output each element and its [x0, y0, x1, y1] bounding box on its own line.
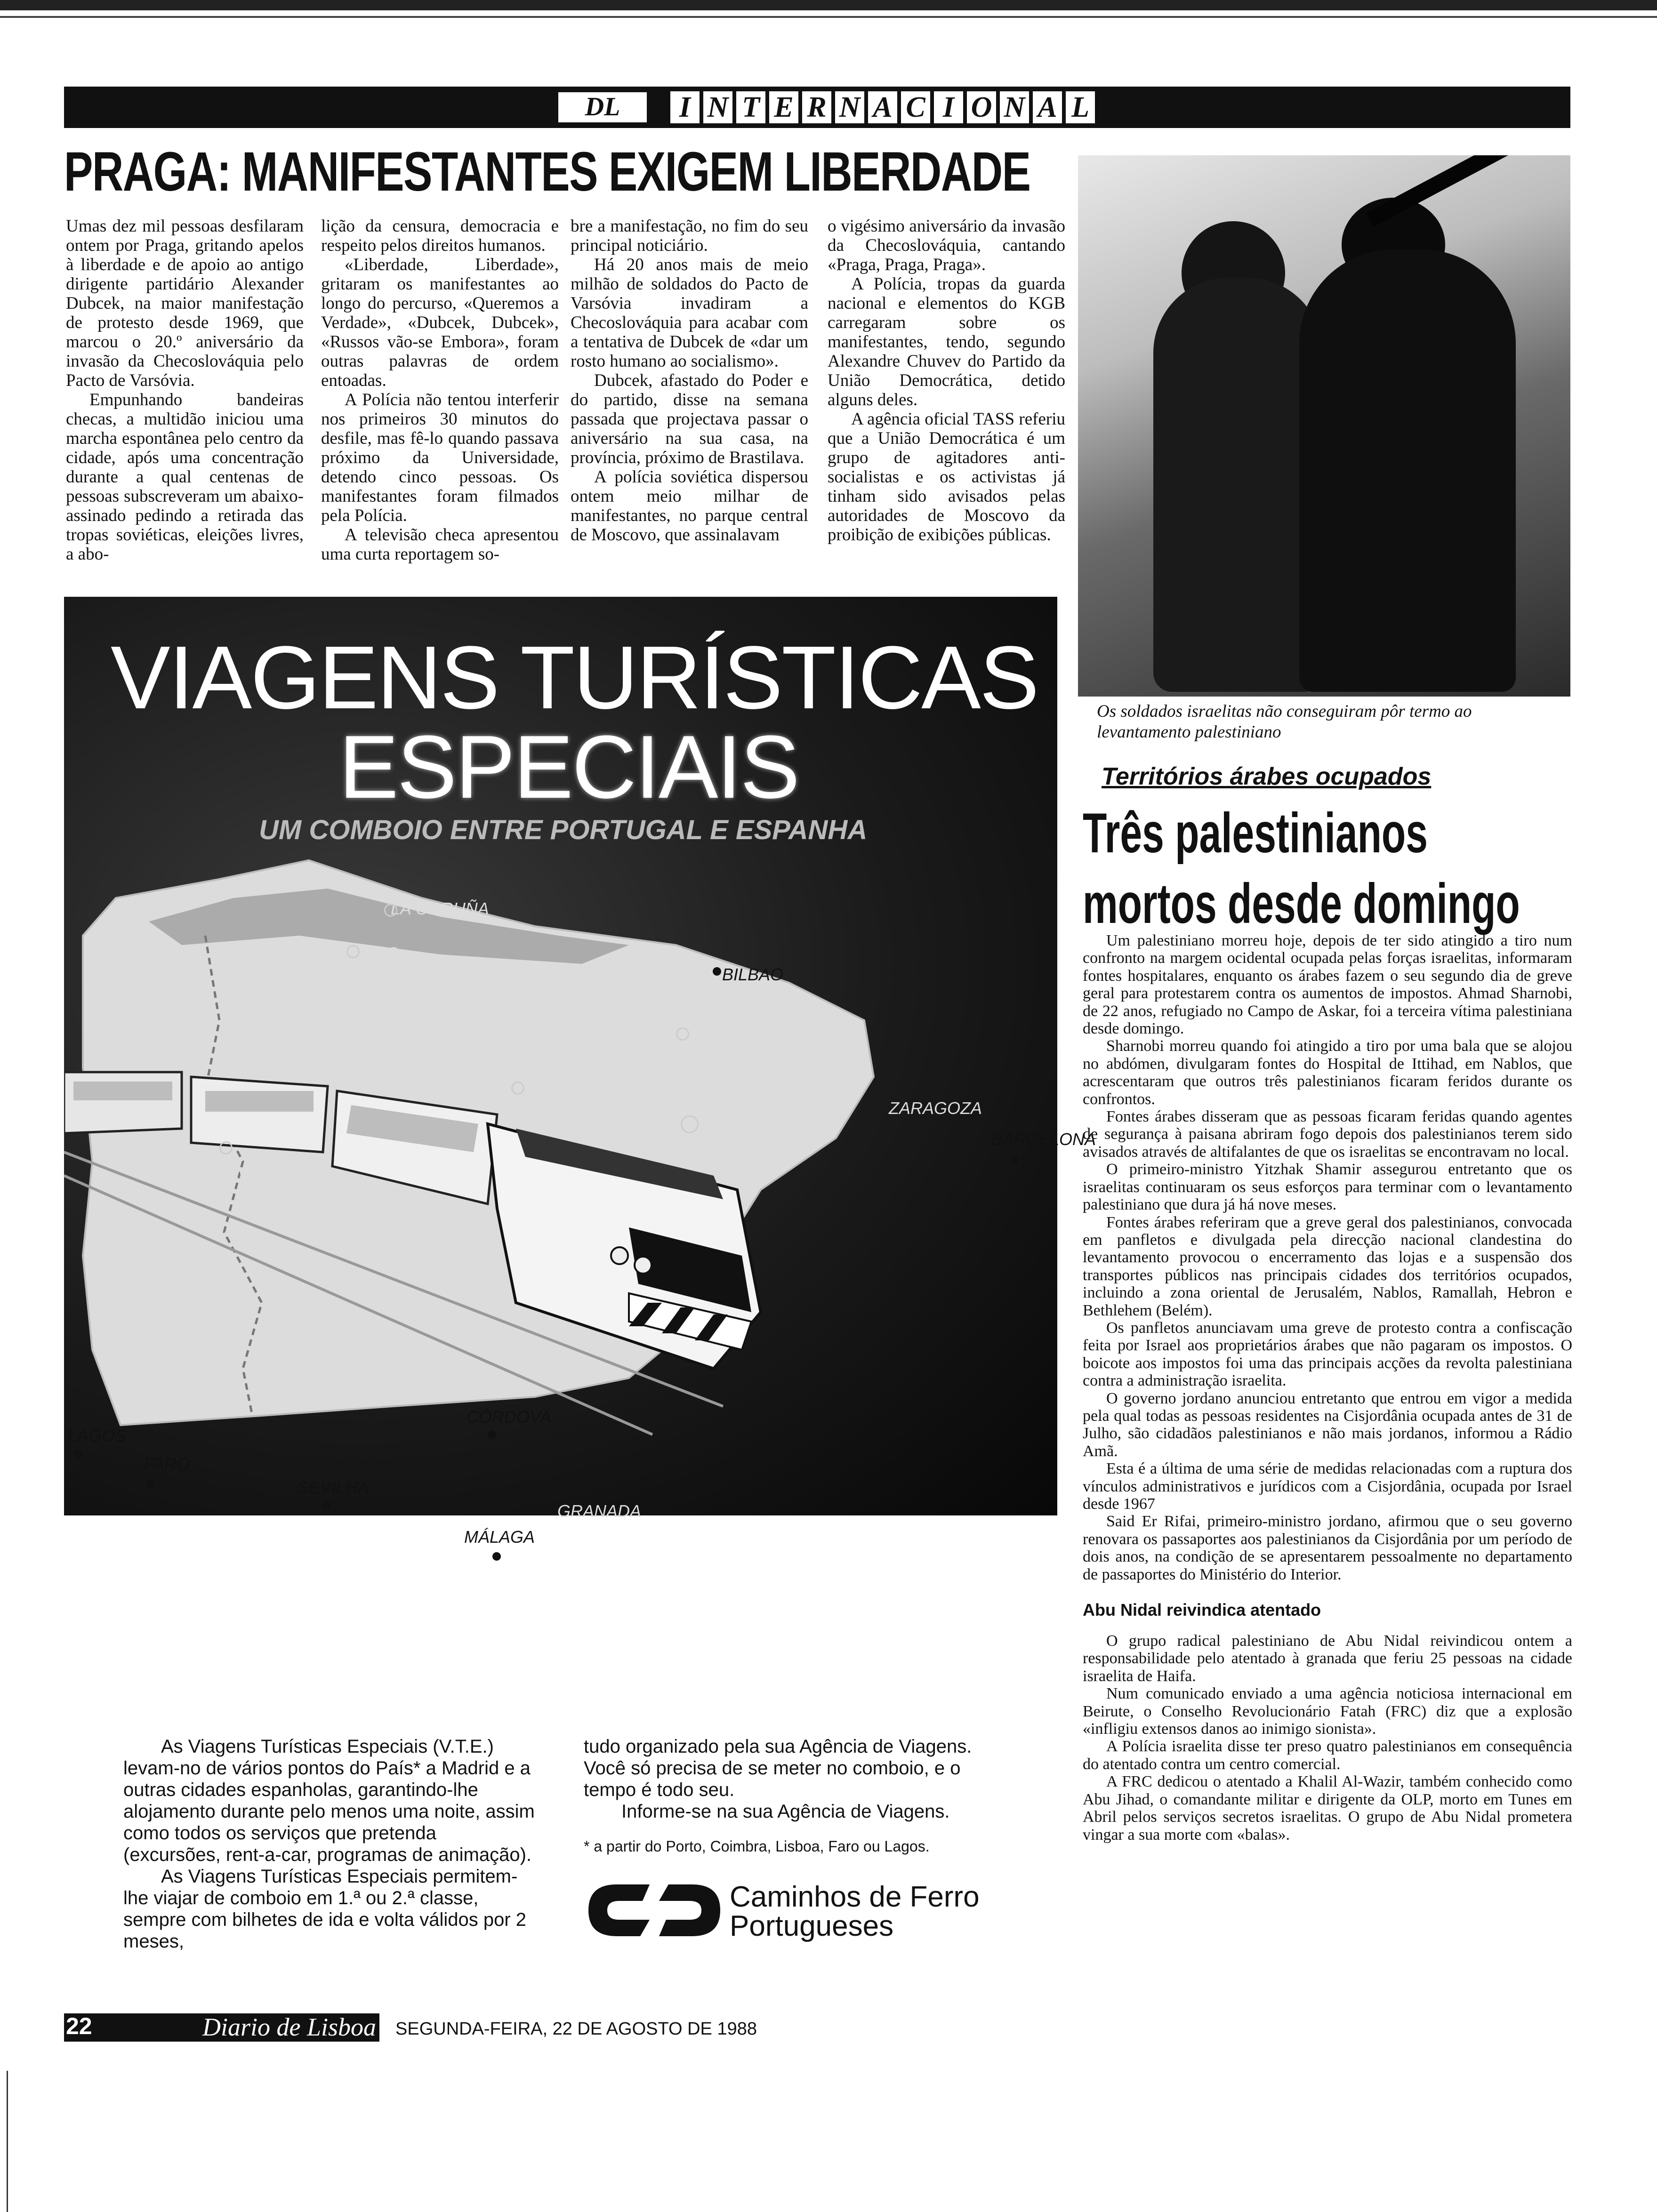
article-paragraph: Umas dez mil pessoas desfilaram ontem por Praga, gritando apelos à liberdade e de apoio ao antigo dirigente partidário Alexander Dubcek, na maior manifestação de protesto desde 1969, que marcou o 20.º aniversário da invasão da Checoslováquia pelo Pacto de Varsóvia. — [66, 216, 304, 390]
article-paragraph: Os panfletos anunciavam uma greve de protesto contra a confiscação feita por Israel aos proprietários árabes que não pagaram os impostos. O boicote aos impostos foi uma das principais acções da revolta palestiniana contra a administração israelita. — [1083, 1319, 1572, 1390]
page-number: 22 — [66, 2013, 92, 2039]
city-label: BURGOS — [652, 1005, 726, 1025]
city-marker-icon — [74, 1450, 83, 1458]
city-label: GRANADA — [557, 1501, 642, 1521]
article-paragraph: Sharnobi morreu quando foi atingido a tiro por uma bala que se alojou no abdómen, divulgaram fontes do Hospital de Ittihad, em Nablos, que acrescentaram que outros três palestinianos ficaram feridos durante os confrontos. — [1083, 1037, 1572, 1108]
city-marker-icon — [713, 967, 721, 976]
article-paragraph: A Polícia não tentou interferir nos primeiros 30 minutos do desfile, mas fê-lo quando passava próximo da Universidade, detendo cinco pessoas. Os manifestantes foram filmados pela Polícia. — [321, 390, 559, 525]
brand-line: Portugueses — [730, 1910, 894, 1942]
article-paragraph: A FRC dedicou o atentado a Khalil Al-Wazir, também conhecido como Abu Jihad, o comandante militar e dirigente da OLP, morto em Tunes em Abril pelos serviços secretos israelitas. O grupo de Abu Nidal prometera vingar a sua morte com «balas». — [1083, 1773, 1572, 1843]
brand-line: Caminhos de Ferro — [730, 1881, 980, 1913]
article-paragraph: Empunhando bandeiras checas, a multidão iniciou uma marcha espontânea pelo centro da cidade, após uma concentração durante a qual centenas de pessoas subscreveram um abaixo-assinado pedindo a retirada das tropas soviéticas, eleições livres, a abo- — [66, 390, 304, 564]
city-label: LISBOA — [89, 1218, 151, 1237]
prague-column-3 — [571, 216, 808, 545]
ad-copy-left — [123, 1736, 538, 1952]
ad-title-line-1: VIAGENS TURÍSTICAS — [111, 628, 1038, 728]
city-label: LA CORUÑA — [391, 899, 489, 918]
article-paragraph: Há 20 anos mais de meio milhão de soldados do Pacto de Varsóvia invadiram a Checoslováquia para acabar com a tentativa de Dubcek de «dar um rosto humano ao socialismo». — [571, 255, 808, 371]
article-paragraph: «Liberdade, Liberdade», gritaram os manifestantes ao longo do percurso, «Queremos a Verdade», «Dubcek, Dubcek», «Russos vão-se Embora», foram outras palavras de ordem entoadas. — [321, 255, 559, 390]
article-paragraph: Num comunicado enviado a uma agência noticiosa internacional em Beirute, o Conselho Revolucionário Fatah (FRC) diz que a explosão «infligiu extensos danos ao inimigo sionista». — [1083, 1685, 1572, 1738]
ad-title-line-2: ESPECIAIS — [339, 717, 799, 817]
article-subhead: Abu Nidal reivindica atentado — [1083, 1600, 1321, 1620]
city-marker-icon — [676, 1027, 689, 1041]
city-label: LAGOS — [68, 1426, 127, 1445]
headline-line: Três palestinianos — [1083, 801, 1428, 865]
section-letter: L — [1064, 89, 1097, 125]
section-letter: O — [965, 89, 998, 125]
city-label: MADRID — [700, 1094, 766, 1113]
newspaper-name: Diario de Lisboa — [202, 2013, 377, 2041]
section-letter: I — [932, 89, 965, 125]
top-rule — [0, 0, 1657, 10]
ad-paragraph: Informe-se na sua Agência de Viagens. — [621, 1801, 950, 1822]
city-label: BILBAO — [722, 965, 784, 984]
ad-paragraph: tudo organizado pela sua Agência de Viagens. Você só precisa de se meter no comboio, e o tempo é todo seu. — [584, 1736, 972, 1800]
article-paragraph: o vigésimo aniversário da invasão da Checoslováquia, cantando «Praga, Praga, Praga». — [828, 216, 1065, 274]
city-label: CÓRDOVA — [467, 1407, 552, 1427]
section-letter: N — [998, 89, 1031, 125]
section-letter: C — [899, 89, 932, 125]
prague-column-2 — [321, 216, 559, 564]
city-marker-icon — [511, 1082, 524, 1095]
article-paragraph: O grupo radical palestiniano de Abu Nidal reivindicou ontem a responsabilidade pelo atentado à granada que feriu 25 pessoas na cidade israelita de Haifa. — [1083, 1632, 1572, 1685]
section-letter: E — [767, 89, 800, 125]
article-paragraph: Esta é a última de uma série de medidas relacionadas com a ruptura dos vínculos administrativos e jurídicos com a Cisjordânia, ocupada por Israel desde 1967 — [1083, 1460, 1572, 1513]
city-marker-icon — [346, 945, 360, 958]
section-letter: I — [668, 89, 701, 125]
section-letter: R — [800, 89, 833, 125]
section-letter: N — [833, 89, 866, 125]
article-paragraph: Dubcek, afastado do Poder e do partido, disse na semana passada que projectava passar o aniversário na sua casa, na província, próximo de Brastilava. — [571, 371, 808, 467]
city-marker-icon — [146, 1480, 154, 1489]
city-label: PORTO — [323, 1004, 383, 1023]
city-label: FARO — [144, 1454, 190, 1474]
section-letter: T — [734, 89, 767, 125]
section-letter: A — [1031, 89, 1064, 125]
article-paragraph: A agência oficial TASS referiu que a União Democrática é um grupo de agitadores anti-socialistas e os activistas já tinham sido avisados pelas autoridades de Moscovo da proibição de exibições públicas. — [828, 409, 1065, 545]
ad-footnote: * a partir do Porto, Coimbra, Lisboa, Faro ou Lagos. — [584, 1838, 930, 1855]
city-label: SEVILHA — [298, 1478, 370, 1497]
article-paragraph: O primeiro-ministro Yitzhak Shamir assegurou entretanto que os israelitas continuaram os seus esforços para terminar com o levantamento palestiniano que dura já há nove meses. — [1083, 1161, 1572, 1214]
article-kicker: Territórios árabes ocupados — [1102, 763, 1432, 790]
section-letter: A — [866, 89, 899, 125]
margin-rule — [7, 2071, 8, 2212]
article-paragraph: Fontes árabes referiram que a greve geral dos palestinianos, convocada em panfletos e divulgada pela direcção nacional clandestina do levantamento provocou o encerramento das lojas e a suspensão dos transportes públicos nas principais cidades dos territórios ocupados, incluindo a zona oriental de Jerusalém, Nablos, Ramallah, Hebron e Bethlehem (Belém). — [1083, 1213, 1572, 1319]
article-paragraph: A Polícia, tropas da guarda nacional e elementos do KGB carregaram sobre os manifestantes, tendo, segundo Alexandre Chuvev do Partido da União Democrática, detido alguns deles. — [828, 274, 1065, 409]
ad-map-labels — [64, 894, 1096, 1547]
city-marker-icon — [384, 904, 397, 917]
city-marker-icon — [1010, 1156, 1019, 1164]
ad-paragraph: As Viagens Turísticas Especiais (V.T.E.) levam-no de vários pontos do País* a Madrid e a outras cidades espanholas, garantindo-lhe alojamento durante pelo menos uma noite, assim como todos os serviços que pretenda (excursões, rent-a-car, programas de animação). — [123, 1736, 535, 1865]
prague-column-4 — [828, 216, 1065, 545]
cp-logo-icon — [584, 1875, 725, 1946]
prague-column-1 — [66, 216, 304, 564]
ad-copy-right — [584, 1736, 1007, 1857]
soldier-figure — [1299, 249, 1516, 692]
headline-line: mortos desde domingo — [1083, 872, 1520, 935]
city-label: SALAMANCA — [478, 1059, 583, 1078]
palestine-headline — [1083, 798, 1528, 939]
cp-brand-name — [730, 1883, 980, 1941]
soldier-figure — [1153, 278, 1323, 692]
city-label: VIGO — [357, 944, 400, 963]
article-paragraph: Um palestiniano morreu hoje, depois de ter sido atingido a tiro num confronto na margem ocidental ocupada pelas forças israelitas, informaram fontes hospitalares, enquanto os árabes fazem o seu segundo dia de greve geral para protestarem contra os aumentos de impostos. Ahmad Sharnobi, de 22 anos, refugiado no Campo de Askar, foi a terceira vítima palestiniana desde domingo. — [1083, 932, 1572, 1038]
soldiers-photo — [1078, 155, 1570, 697]
city-label: BARCELONA — [991, 1130, 1096, 1149]
article-paragraph: A polícia soviética dispersou ontem meio milhar de manifestantes, no parque central de Moscovo, que assinalavam — [571, 467, 808, 545]
article-paragraph: lição da censura, democracia e respeito pelos direitos humanos. — [321, 216, 559, 255]
city-marker-icon — [681, 1115, 699, 1133]
newspaper-logo: DL — [555, 89, 650, 125]
palestine-body — [1083, 932, 1572, 1843]
section-letter: N — [701, 89, 734, 125]
photo-caption: Os soldados israelitas não conseguiram pôr termo ao levantamento palestiniano — [1097, 702, 1472, 742]
article-paragraph: Said Er Rifai, primeiro-ministro jordano, afirmou que o seu governo renovara os passaportes aos palestinianos da Cisjordânia por um período de dois anos, na condição de se apresentarem pessoalmente no departamento de passaportes do Ministério do Interior. — [1083, 1513, 1572, 1583]
city-marker-icon — [488, 1431, 496, 1439]
article-paragraph: bre a manifestação, no fim do seu principal noticiário. — [571, 216, 808, 255]
article-paragraph: A televisão checa apresentou uma curta reportagem so- — [321, 525, 559, 564]
city-label: ZARAGOZA — [889, 1098, 982, 1118]
city-label: MÁLAGA — [464, 1527, 535, 1547]
city-label: COIMBRA — [205, 1162, 285, 1182]
city-marker-icon — [322, 1501, 330, 1510]
issue-date: SEGUNDA-FEIRA, 22 DE AGOSTO DE 1988 — [395, 2019, 757, 2039]
article-paragraph: Fontes árabes disseram que as pessoas ficaram feridas quando agentes de segurança à paisana abriram fogo depois dos palestinianos terem sido avisados através de altifalantes de que os israelitas se encontravam no local. — [1083, 1108, 1572, 1161]
city-marker-icon — [492, 1552, 501, 1561]
prague-headline: PRAGA: MANIFESTANTES EXIGEM LIBERDADE — [64, 141, 1030, 203]
article-paragraph: O governo jordano anunciou entretanto que entrou em vigor a medida pela qual todas as pessoas residentes na Cisjordânia ocupada antes de 31 de Julho, são cidadãos palestinianos e não mais jordanos, informou a Rádio Amã. — [1083, 1389, 1572, 1460]
section-title — [668, 89, 1097, 125]
ad-paragraph: As Viagens Turísticas Especiais permitem-lhe viajar de comboio em 1.ª ou 2.ª classe, sempre com bilhetes de ida e volta válidos por 2 meses, — [123, 1866, 527, 1952]
city-marker-icon — [219, 1141, 233, 1154]
article-paragraph: A Polícia israelita disse ter preso quatro palestinianos em consequência do atentado contra um centro comercial. — [1083, 1738, 1572, 1773]
ad-subtitle: UM COMBOIO ENTRE PORTUGAL E ESPANHA — [259, 815, 868, 845]
top-thin-rule — [0, 16, 1657, 18]
